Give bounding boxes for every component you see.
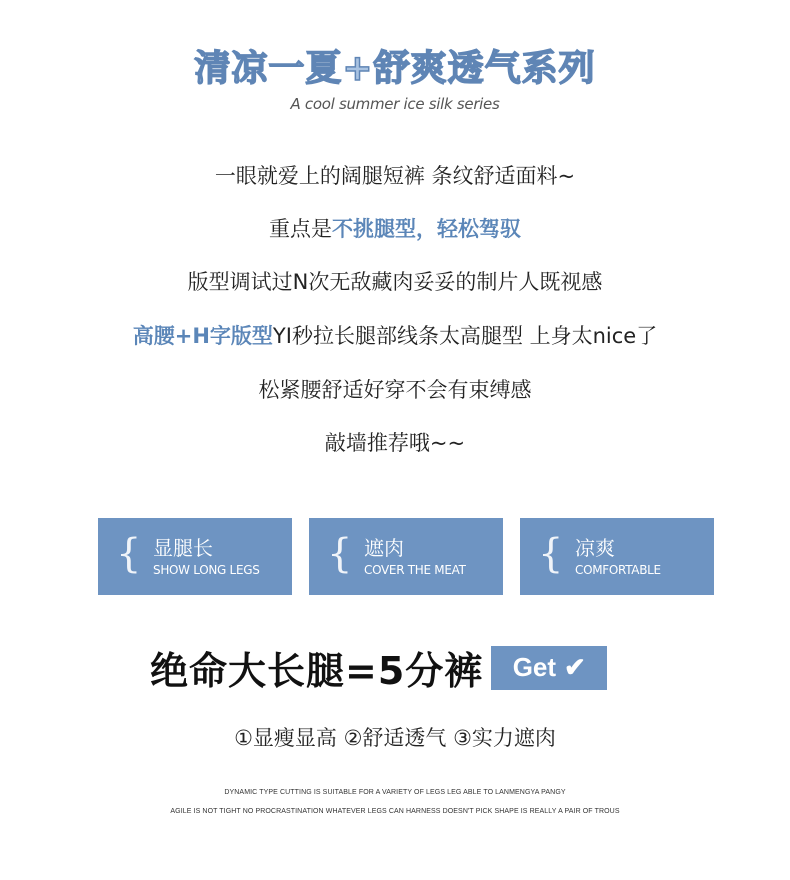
intro-line-2 [0,213,790,243]
page-title: 清凉一夏+舒爽透气系列 [194,48,596,89]
slogan [150,640,607,695]
get-badge-label: Get [512,652,557,682]
feature-box-title: 凉爽 [575,536,615,560]
feature-box-title: 遮肉 [364,536,404,560]
feature-box-comfortable [520,518,714,595]
features-line: ①显瘦显高 ②舒适透气 ③实力遮肉 [234,726,556,750]
intro-line-2-plain: 重点是 [269,217,332,241]
intro-line-4 [0,320,790,350]
feature-box-title: 显腿长 [153,536,213,560]
feature-box-subtitle: COVER THE MEAT [364,563,466,577]
intro-line-4-highlight: 高腰+H字版型 [132,324,273,348]
feature-box-subtitle: SHOW LONG LEGS [153,563,260,577]
get-badge [491,646,607,690]
feature-box-subtitle: COMFORTABLE [575,563,661,577]
feature-boxes [98,518,714,595]
intro-line-2-highlight: 不挑腿型，轻松驾驭 [332,217,521,241]
intro-line-1: 一眼就爱上的阔腿短裤 条纹舒适面料~ [214,164,576,188]
fine-print-line-1: DYNAMIC TYPE CUTTING IS SUITABLE FOR A VARIETY OF LEGS LEG ABLE TO LANMENGYA PANGY [224,789,566,796]
check-icon: ✔ [564,652,586,682]
fine-print-line-2: AGILE IS NOT TIGHT NO PROCRASTINATION WHATEVER LEGS CAN HARNESS DOESN'T PICK SHAPE IS REALLY A PAIR OF TROUS [170,808,620,815]
page-subtitle: A cool summer ice silk series [290,95,500,113]
intro-line-4-plain: YI秒拉长腿部线条太高腿型 上身太nice了 [272,324,658,348]
slogan-text: 绝命大长腿=5分裤 [150,649,484,693]
feature-box-long-legs [98,518,292,595]
brace-icon: { [116,531,142,577]
brace-icon: { [327,531,353,577]
intro-line-6: 敲墙推荐哦~~ [324,431,466,455]
intro-line-5: 松紧腰舒适好穿不会有束缚感 [258,378,532,402]
brace-icon: { [538,531,564,577]
feature-box-cover-meat [309,518,503,595]
intro-line-3: 版型调试过N次无敌藏肉妥妥的制片人既视感 [187,270,603,294]
